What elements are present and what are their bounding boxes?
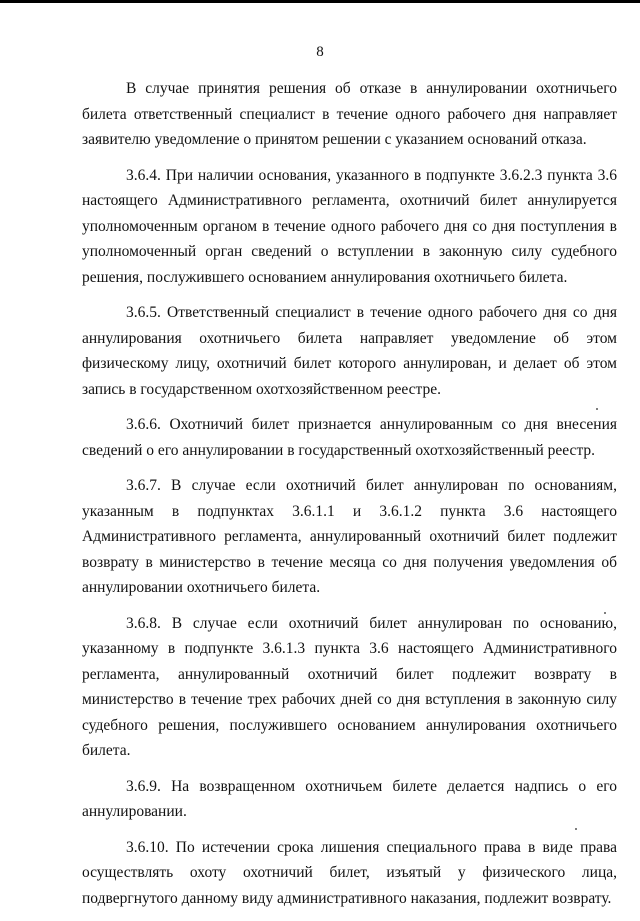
scan-speck	[596, 408, 598, 410]
scan-speck	[575, 828, 577, 830]
paragraph-3-6-6: 3.6.6. Охотничий билет признается аннулированным со дня внесения сведений о его аннулировании в государственный охотхозяйственный реестр.	[82, 416, 617, 459]
paragraph-3-6-5: 3.6.5. Ответственный специалист в течение одного рабочего дня со дня аннулирования охотничьего билета направляет уведомление об этом физическому лицу, охотничий билет которого аннулирован, и делает об этом запись в государственном охотхозяйственном реестре.	[82, 304, 617, 398]
page-number: 8	[316, 44, 324, 60]
paragraph-3-6-8: 3.6.8. В случае если охотничий билет аннулирован по основанию, указанному в подпункте 3.6.1.3 пункта 3.6 настоящего Административного регламента, аннулированный охотничий билет подлежит возврату в министерство в течение трех рабочих дней со дня вступления в законную силу судебного решения, послужившего основанием аннулирования охотничьего билета.	[82, 614, 617, 759]
document-body	[82, 76, 617, 921]
scan-speck	[604, 612, 606, 614]
top-edge-rule	[0, 0, 640, 3]
paragraph-3-6-4: 3.6.4. При наличии основания, указанного в подпункте 3.6.2.3 пункта 3.6 настоящего Административного регламента, охотничий билет аннулируется уполномоченным органом в течение одного рабочего дня со дня поступления в уполномоченный орган сведений о вступлении в законную силу судебного решения, послужившего основанием аннулирования охотничьего билета.	[82, 166, 617, 286]
paragraph-3-6-7: 3.6.7. В случае если охотничий билет аннулирован по основаниям, указанным в подпунктах 3.6.1.1 и 3.6.1.2 пункта 3.6 настоящего Административного регламента, аннулированный охотничий билет подлежит возврату в министерство в течение месяца со дня получения уведомления об аннулировании охотничьего билета.	[82, 477, 617, 596]
paragraph-3-6-10: 3.6.10. По истечении срока лишения специального права в виде права осуществлять охоту охотничий билет, изъятый у физического лица, подвергнутого данному виду административного наказания, подлежит возврату.	[82, 838, 617, 907]
paragraph-3-6-9: 3.6.9. На возвращенном охотничьем билете делается надпись о его аннулировании.	[82, 777, 617, 820]
paragraph-refusal-notice: В случае принятия решения об отказе в аннулировании охотничьего билета ответственный специалист в течение одного рабочего дня направляет заявителю уведомление о принятом решении с указанием оснований отказа.	[82, 80, 617, 148]
